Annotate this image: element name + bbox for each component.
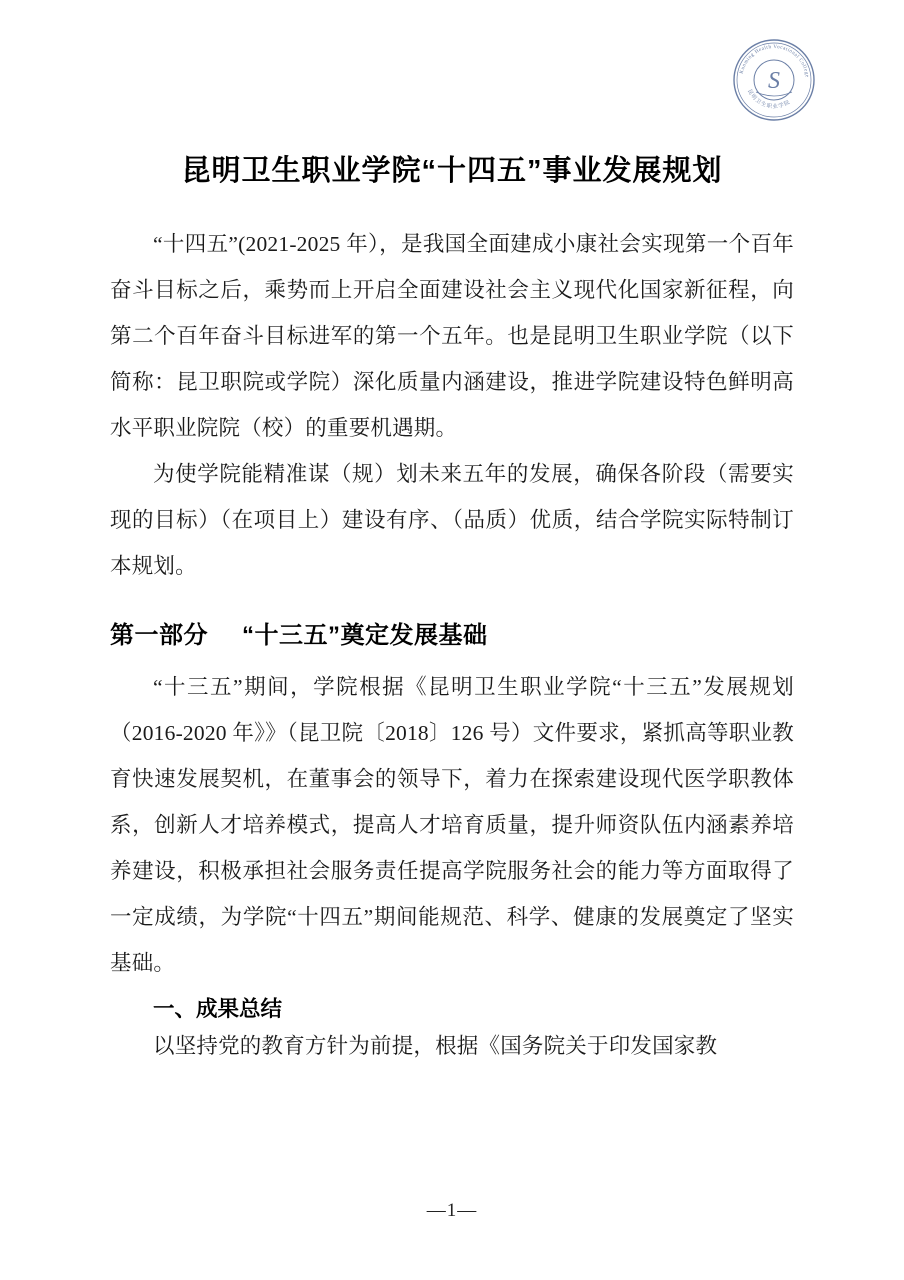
svg-text:昆明卫生职业学院: 昆明卫生职业学院 — [746, 88, 792, 111]
section-heading — [110, 615, 794, 650]
svg-text:Kunming Health Vocational Coll: Kunming Health Vocational College — [738, 43, 810, 79]
paragraph: “十四五”(2021-2025 年），是我国全面建成小康社会实现第一个百年奋斗目标之后，乘势而上开启全面建设社会主义现代化国家新征程，向第二个百年奋斗目标进军的第一个五年。也是昆明卫生职业学院（以下简称：昆卫职院或学院）深化质量内涵建设，推进学院建设特色鲜明高水平职业院院（校）的重要机遇期。 — [110, 232, 794, 440]
school-seal-stamp-icon — [732, 38, 816, 122]
sub-heading: 一、成果总结 — [153, 997, 283, 1021]
page-number: —1— — [426, 1200, 478, 1221]
section-heading-text: “十三五”奠定发展基础 — [242, 622, 488, 649]
paragraph: 为使学院能精准谋（规）划未来五年的发展，确保各阶段（需要实现的目标）（在项目上）建设有序、（品质）优质，结合学院实际特制订本规划。 — [110, 462, 794, 578]
spacer — [110, 650, 794, 664]
page-title: 昆明卫生职业学院“十四五”事业发展规划 — [181, 155, 723, 187]
paragraph: 以坚持党的教育方针为前提，根据《国务院关于印发国家教 — [153, 1034, 718, 1058]
paragraph: “十三五”期间，学院根据《昆明卫生职业学院“十三五”发展规划（2016-2020 年》》（昆卫院〔2018〕126 号）文件要求，紧抓高等职业教育快速发展契机，在董事会的领导下，着力在探索建设现代医学职教体系，创新人才培养模式，提高人才培育质量，提升师资队伍内涵素养培养建设，积极承担社会服务责任提高学院服务社会的能力等方面取得了一定成绩，为学院“十四五”期间能规范、科学、健康的发展奠定了坚实基础。 — [110, 675, 794, 975]
svg-text:S: S — [768, 68, 780, 94]
section-heading-number: 第一部分 — [110, 622, 208, 649]
